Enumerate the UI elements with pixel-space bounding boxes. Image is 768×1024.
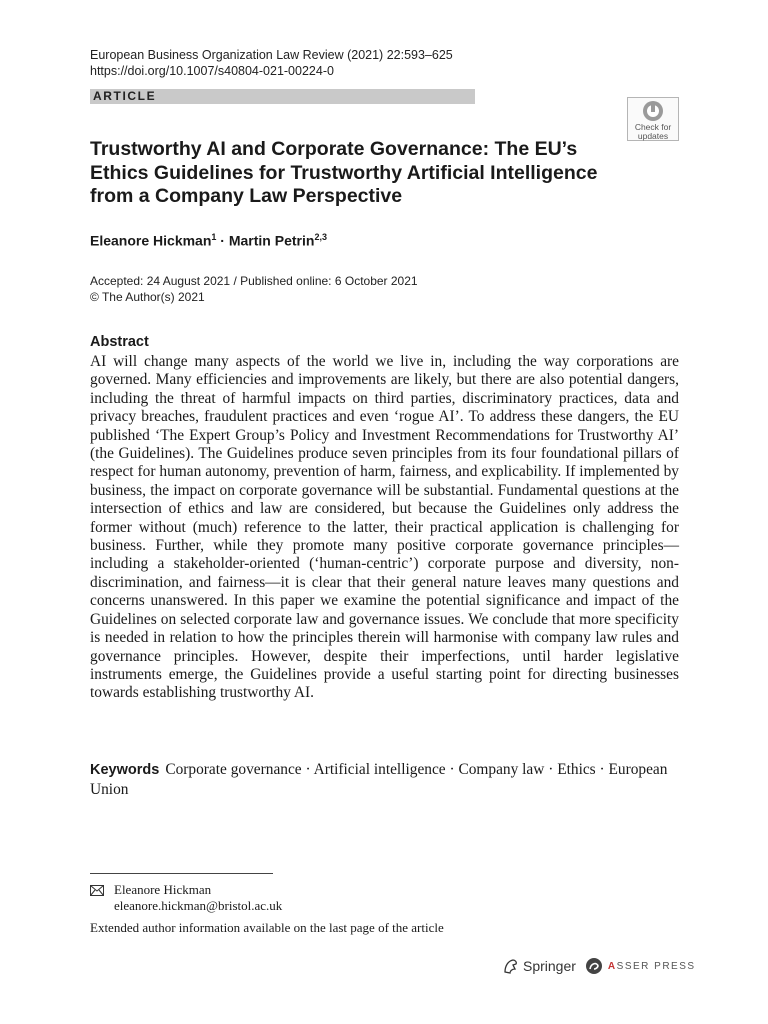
badge-line1: Check for <box>634 122 672 132</box>
springer-logo: Springer <box>523 958 576 974</box>
keywords-list: Corporate governance · Artificial intelligence · Company law · Ethics · European Union <box>90 761 668 798</box>
envelope-icon <box>90 885 104 896</box>
copyright-notice: © The Author(s) 2021 <box>90 289 205 304</box>
asser-logo-icon <box>585 957 603 975</box>
footnote-divider <box>90 873 273 874</box>
author-separator: · <box>216 232 229 249</box>
journal-citation: European Business Organization Law Review (2021) 22:593–625 <box>90 48 453 62</box>
badge-line2: updates <box>637 131 669 141</box>
publisher-logos <box>502 957 696 975</box>
springer-horse-icon <box>502 957 520 975</box>
check-for-updates-badge[interactable] <box>627 97 679 141</box>
publication-dates <box>90 274 418 305</box>
keywords-label: Keywords <box>90 762 160 778</box>
corresponding-author <box>90 882 282 914</box>
author-affiliation: 1 <box>211 232 217 242</box>
contact-email[interactable]: eleanore.hickman@bristol.ac.uk <box>114 898 283 913</box>
contact-name: Eleanore Hickman <box>114 882 212 897</box>
author-name[interactable]: Eleanore Hickman <box>90 232 212 249</box>
asser-rest: SSER PRESS <box>616 960 696 972</box>
abstract-text: AI will change many aspects of the world we live in, including the way corporations are governed. Many efficiencies and improvements are likely, but there are also potential dangers, including the threat of harmful impacts on third parties, discriminatory practices, data and privacy breaches, fraudulent practices and even ‘rogue AI’. To address these dangers, the EU published ‘The Expert Group’s Policy and Investment Recommendations for Trustworthy AI’ (the Guidelines). The Guidelines produce seven principles from its four foundational pillars of respect for human autonomy, prevention of harm, fairness, and explicability. If implemented by business, the impact on corporate governance will be substantial. Fundamental questions at the intersection of ethics and law are considered, but because the Guidelines only address the former without (much) reference to the latter, their practical application is challenging for business. Further, while they promote many positive corporate governance principles—including a stakeholder-oriented (‘human-centric’) corporate purpose and diversity, non-discrimination, and fairness—it is clear that their general nature leaves many questions and concerns unanswered. In this paper we examine the potential significance and impact of the Guidelines on selected corporate law and governance issues. We conclude that more specificity is needed in relation to how the principles therein will harmonise with company law rules and governance principles. However, despite their imperfections, until harder legislative instruments emerge, the Guidelines provide a useful starting point for directing businesses towards establishing trustworthy AI. <box>90 353 679 702</box>
extended-author-info: Extended author information available on the last page of the article <box>90 920 444 935</box>
accepted-published-dates: Accepted: 24 August 2021 / Published online: 6 October 2021 <box>90 274 418 288</box>
keywords-section <box>90 760 679 799</box>
author-name[interactable]: Martin Petrin <box>228 232 315 249</box>
abstract-heading: Abstract <box>90 334 149 350</box>
journal-header <box>90 47 453 79</box>
article-type-bar: ARTICLE <box>90 89 475 104</box>
doi-link[interactable]: https://doi.org/10.1007/s40804-021-00224-0 <box>90 64 334 78</box>
article-title: Trustworthy AI and Corporate Governance: The EU’s Ethics Guidelines for Trustworthy Artificial Intelligence from a Company Law Perspective <box>90 138 598 207</box>
author-affiliation: 2,3 <box>314 232 327 242</box>
asser-initial: A <box>607 960 617 972</box>
author-list <box>90 232 327 249</box>
check-for-updates-icon <box>642 100 664 122</box>
asser-press-logo <box>608 961 696 972</box>
